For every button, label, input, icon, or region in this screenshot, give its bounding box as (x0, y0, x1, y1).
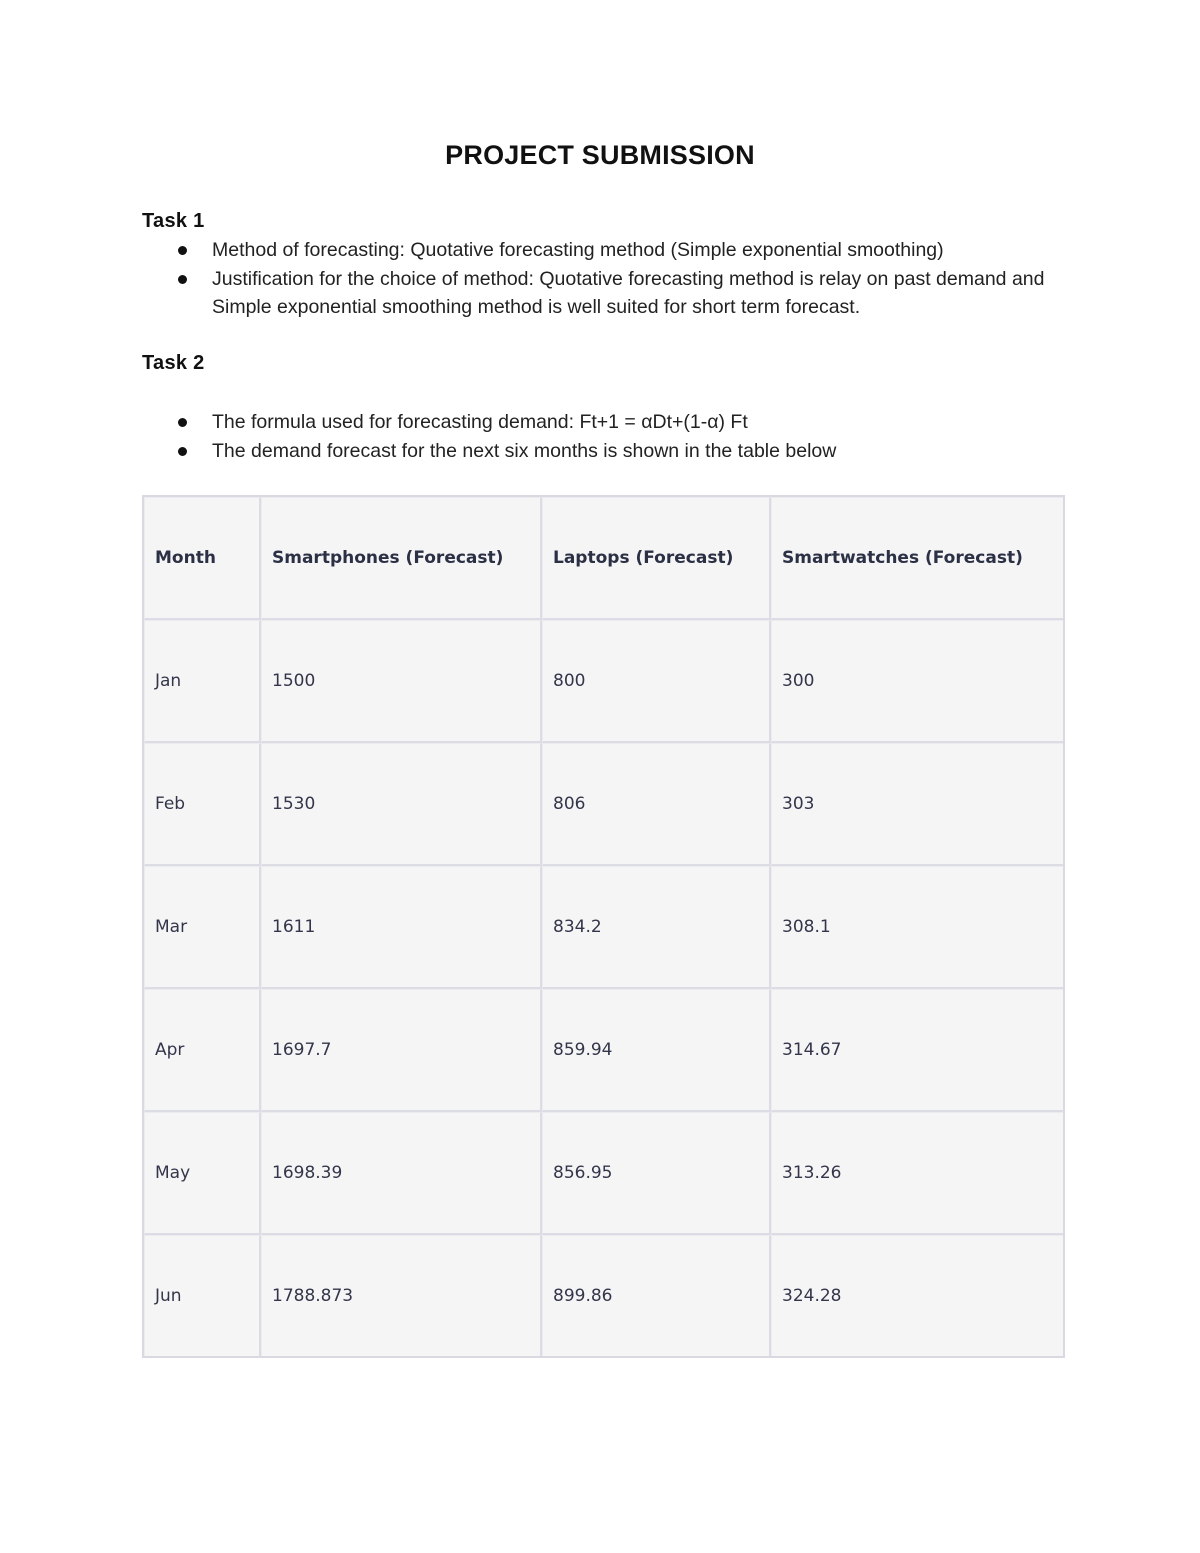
list-item (142, 408, 1082, 437)
table-row (144, 620, 1063, 743)
table-cell: 1788.873 (261, 1235, 542, 1356)
table-cell: 324.28 (771, 1235, 1063, 1356)
page-title: PROJECT SUBMISSION (445, 140, 755, 170)
task-1-heading: Task 1 (142, 210, 205, 232)
table-cell: Feb (144, 743, 261, 866)
table-cell: 300 (771, 620, 1063, 743)
bullet-text: The demand forecast for the next six months is shown in the table below (212, 439, 837, 462)
table-cell: Jan (144, 620, 261, 743)
column-header-smartphones: Smartphones (Forecast) (261, 497, 542, 620)
table-cell: 303 (771, 743, 1063, 866)
table-cell: 1697.7 (261, 989, 542, 1112)
bullet-text: The formula used for forecasting demand: Ft+1 = αDt+(1-α) Ft (212, 411, 748, 433)
column-header-laptops: Laptops (Forecast) (542, 497, 771, 620)
table-cell: 308.1 (771, 866, 1063, 989)
table-cell: May (144, 1112, 261, 1235)
table-cell: 800 (542, 620, 771, 743)
table-cell: 806 (542, 743, 771, 866)
table-cell: 856.95 (542, 1112, 771, 1235)
column-header-month: Month (144, 497, 261, 620)
table-cell: 859.94 (542, 989, 771, 1112)
table-cell: 1611 (261, 866, 542, 989)
table-cell: 899.86 (542, 1235, 771, 1356)
bullet-text: Justification for the choice of method: Quotative forecasting method is relay on past demand and Simple exponential smoothing method is well suited for short term forecast. (212, 267, 1045, 318)
table-row (144, 1112, 1063, 1235)
table-cell: 1500 (261, 620, 542, 743)
list-item (142, 236, 1082, 265)
bullet-icon (178, 246, 187, 255)
table-cell: 1698.39 (261, 1112, 542, 1235)
table-cell: 1530 (261, 743, 542, 866)
table-cell: Apr (144, 989, 261, 1112)
forecast-table (142, 495, 1065, 1358)
table-header-row (144, 497, 1063, 620)
list-item (142, 437, 1082, 466)
table-cell: 314.67 (771, 989, 1063, 1112)
task-2-heading: Task 2 (142, 352, 205, 374)
table-row (144, 743, 1063, 866)
table-cell: Mar (144, 866, 261, 989)
table-cell: 313.26 (771, 1112, 1063, 1235)
list-item (142, 265, 1082, 322)
column-header-smartwatches: Smartwatches (Forecast) (771, 497, 1063, 620)
bullet-text: Method of forecasting: Quotative forecasting method (Simple exponential smoothing) (212, 239, 944, 261)
task-1-bullet-list (142, 236, 1082, 322)
task-2-bullet-list (142, 408, 1082, 465)
table-cell: Jun (144, 1235, 261, 1356)
table-row (144, 866, 1063, 989)
bullet-icon (178, 275, 187, 284)
table-cell: 834.2 (542, 866, 771, 989)
bullet-icon (178, 418, 187, 427)
table-row (144, 1235, 1063, 1356)
table-row (144, 989, 1063, 1112)
bullet-icon (178, 447, 187, 456)
